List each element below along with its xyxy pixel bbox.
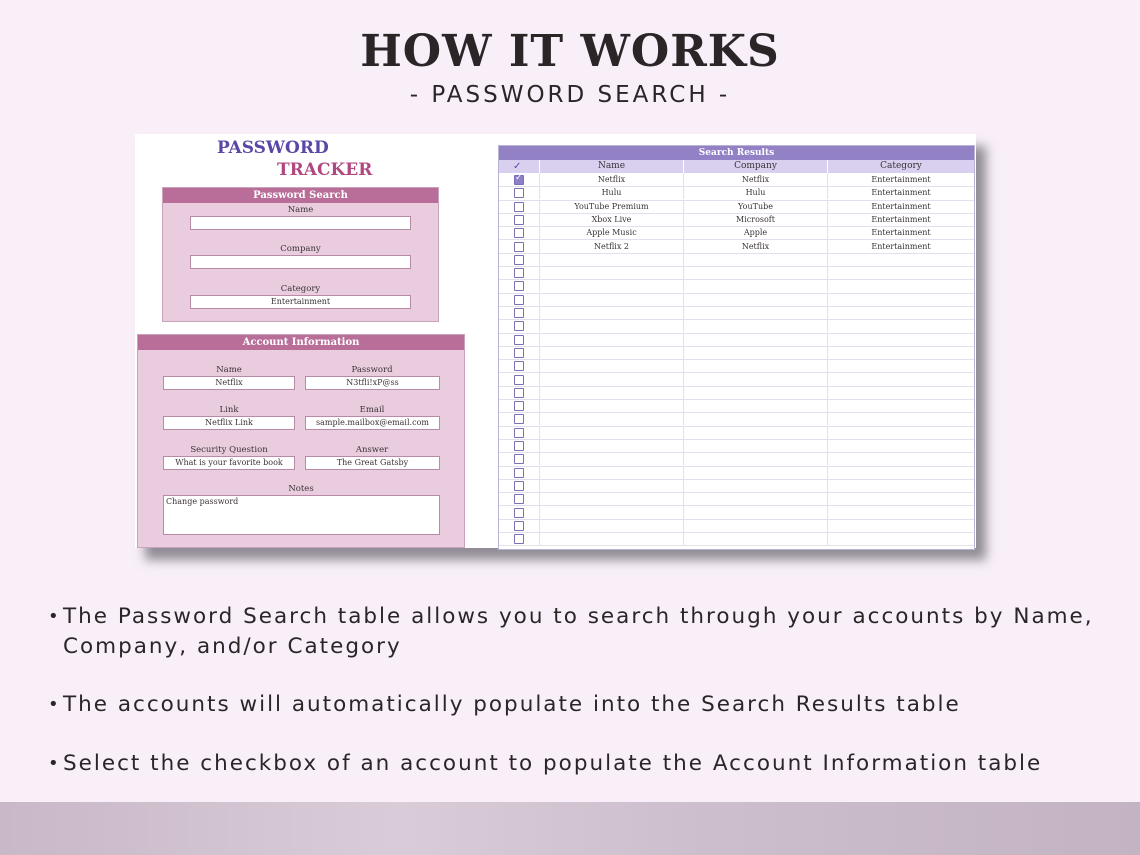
checkbox-cell	[499, 359, 540, 372]
checkbox-cell	[499, 173, 540, 186]
column-header-category: Category	[828, 160, 974, 173]
cell-name	[540, 359, 684, 372]
cell-company	[684, 506, 828, 519]
cell-name	[540, 266, 684, 279]
cell-category: Entertainment	[871, 228, 931, 238]
table-row	[499, 412, 974, 426]
table-row	[499, 213, 974, 227]
cell-category	[828, 492, 974, 505]
checkbox-cell	[499, 532, 540, 545]
table-row	[499, 479, 974, 493]
cell-company	[684, 439, 828, 452]
table-row	[499, 226, 974, 240]
table-row	[499, 293, 974, 307]
cell-name	[540, 506, 684, 519]
checkbox-cell	[499, 386, 540, 399]
cell-company	[684, 399, 828, 412]
cell-name	[540, 279, 684, 292]
cell-company	[684, 293, 828, 306]
checkbox-cell	[499, 279, 540, 292]
cell-company: Netflix	[684, 240, 828, 253]
cell-category: Entertainment	[871, 201, 931, 211]
checkbox-cell	[499, 519, 540, 532]
account-name-label: Name	[216, 365, 242, 375]
cell-category	[828, 373, 974, 386]
cell-category	[828, 319, 974, 332]
cell-category	[828, 439, 974, 452]
checkbox-cell	[499, 466, 540, 479]
cell-company	[684, 346, 828, 359]
instruction-text: The Password Search table allows you to search through your accounts by Name, Company, and/or Category	[63, 604, 1094, 659]
cell-company	[684, 319, 828, 332]
cell-name: Apple Music	[540, 226, 684, 239]
table-row	[499, 466, 974, 480]
cell-company	[684, 466, 828, 479]
table-row	[499, 306, 974, 320]
cell-name	[540, 439, 684, 452]
table-row	[499, 200, 974, 214]
cell-name	[540, 412, 684, 425]
account-notes-label: Notes	[288, 484, 314, 494]
footer-texture	[0, 802, 1140, 855]
cell-category	[828, 266, 974, 279]
cell-category	[828, 279, 974, 292]
table-row	[499, 266, 974, 280]
checkbox-cell	[499, 506, 540, 519]
bullet-marker: •	[48, 606, 61, 627]
column-header-company: Company	[684, 160, 828, 173]
cell-category	[828, 466, 974, 479]
search-name-label: Name	[287, 205, 314, 215]
cell-name: YouTube Premium	[540, 200, 684, 213]
table-row	[499, 186, 974, 200]
table-row	[499, 452, 974, 466]
account-password-label: Password	[351, 365, 393, 375]
table-row	[499, 492, 974, 506]
search-category-label: Category	[280, 284, 321, 294]
table-row	[499, 279, 974, 293]
search-name-input[interactable]	[190, 216, 411, 230]
cell-company: Netflix	[684, 173, 828, 186]
cell-category	[828, 426, 974, 439]
checkbox-cell	[499, 426, 540, 439]
cell-category	[828, 399, 974, 412]
cell-name	[540, 373, 684, 386]
cell-name	[540, 293, 684, 306]
cell-name: Netflix 2	[540, 240, 684, 253]
account-question-label: Security Question	[190, 445, 268, 455]
cell-name	[540, 426, 684, 439]
checkbox-cell	[499, 452, 540, 465]
account-email-label: Email	[359, 405, 385, 415]
cell-name	[540, 319, 684, 332]
checkbox-cell	[499, 213, 540, 226]
checkbox-cell	[499, 333, 540, 346]
cell-category	[828, 253, 974, 266]
cell-category	[828, 386, 974, 399]
cell-category	[828, 519, 974, 532]
cell-category: Entertainment	[871, 214, 931, 224]
table-row	[499, 399, 974, 413]
table-row	[499, 532, 974, 546]
cell-name	[540, 532, 684, 545]
checkbox-cell	[499, 306, 540, 319]
search-category-input[interactable]: Entertainment	[190, 295, 411, 309]
checkbox-cell	[499, 399, 540, 412]
page-subtitle: - PASSWORD SEARCH -	[409, 82, 731, 108]
account-answer-field[interactable]: The Great Gatsby	[305, 456, 440, 470]
cell-company	[684, 426, 828, 439]
cell-category	[828, 506, 974, 519]
cell-name: Hulu	[540, 186, 684, 199]
account-email-field[interactable]: sample.mailbox@email.com	[305, 416, 440, 430]
cell-name	[540, 479, 684, 492]
table-row	[499, 439, 974, 453]
instruction-text: Select the checkbox of an account to populate the Account Information table	[63, 751, 1043, 776]
table-row	[499, 519, 974, 533]
table-row	[499, 373, 974, 387]
cell-company: Apple	[684, 226, 828, 239]
cell-name: Netflix	[540, 173, 684, 186]
table-row	[499, 240, 974, 254]
cell-name	[540, 492, 684, 505]
cell-name	[540, 333, 684, 346]
table-row	[499, 319, 974, 333]
cell-company	[684, 279, 828, 292]
cell-company	[684, 373, 828, 386]
account-information-panel	[137, 334, 465, 548]
cell-name	[540, 253, 684, 266]
search-company-input[interactable]	[190, 255, 411, 269]
cell-category	[828, 452, 974, 465]
table-row	[499, 386, 974, 400]
checkbox-cell	[499, 492, 540, 505]
checkbox-cell	[499, 479, 540, 492]
account-link-label: Link	[219, 405, 239, 415]
checkbox-cell	[499, 293, 540, 306]
cell-company	[684, 306, 828, 319]
cell-name	[540, 399, 684, 412]
table-row	[499, 346, 974, 360]
logo-line-2: TRACKER	[277, 160, 373, 180]
cell-category: Entertainment	[871, 175, 931, 184]
cell-company	[684, 359, 828, 372]
search-results-title: Search Results	[499, 146, 974, 160]
page-title: HOW IT WORKS	[360, 26, 780, 77]
password-search-panel	[162, 187, 439, 322]
checkbox-cell	[499, 253, 540, 266]
cell-name	[540, 346, 684, 359]
checkbox-cell	[499, 200, 540, 213]
bullet-marker: •	[48, 753, 61, 774]
account-link-field[interactable]: Netflix Link	[163, 416, 295, 430]
check-column-icon: ✓	[513, 161, 522, 172]
account-answer-label: Answer	[355, 445, 389, 455]
account-password-field[interactable]: N3tfli!xP@ss	[305, 376, 440, 390]
column-header-name: Name	[540, 160, 684, 173]
table-row	[499, 333, 974, 347]
checkbox-cell	[499, 186, 540, 199]
search-company-label: Company	[280, 244, 321, 254]
cell-category	[828, 346, 974, 359]
account-name-field[interactable]: Netflix	[163, 376, 295, 390]
cell-category	[828, 532, 974, 545]
bullet-marker: •	[48, 694, 61, 715]
logo-line-1: PASSWORD	[217, 138, 329, 158]
table-row	[499, 173, 974, 187]
cell-company	[684, 266, 828, 279]
cell-company	[684, 386, 828, 399]
instruction-text: The accounts will automatically populate into the Search Results table	[63, 692, 961, 717]
checkbox-cell	[499, 346, 540, 359]
checkbox-cell	[499, 240, 540, 253]
cell-company	[684, 479, 828, 492]
cell-category	[828, 359, 974, 372]
cell-category	[828, 479, 974, 492]
cell-company	[684, 452, 828, 465]
account-information-title: Account Information	[138, 335, 464, 350]
cell-category	[828, 306, 974, 319]
cell-category	[828, 333, 974, 346]
cell-category: Entertainment	[871, 188, 931, 198]
cell-category: Entertainment	[871, 241, 931, 251]
cell-name	[540, 519, 684, 532]
checkbox-cell	[499, 439, 540, 452]
cell-company: Hulu	[684, 186, 828, 199]
checkbox-cell	[499, 412, 540, 425]
cell-company	[684, 333, 828, 346]
cell-company: YouTube	[684, 200, 828, 213]
cell-name	[540, 466, 684, 479]
table-row	[499, 359, 974, 373]
checkbox-cell	[499, 373, 540, 386]
search-results-table	[498, 145, 975, 550]
checkbox-cell	[499, 226, 540, 239]
table-row	[499, 253, 974, 267]
password-search-title: Password Search	[163, 188, 438, 203]
cell-company	[684, 519, 828, 532]
account-notes-field[interactable]: Change password	[163, 495, 440, 535]
table-row	[499, 426, 974, 440]
checkbox-cell	[499, 266, 540, 279]
cell-name	[540, 306, 684, 319]
cell-company	[684, 253, 828, 266]
cell-company	[684, 532, 828, 545]
account-question-field[interactable]: What is your favorite book	[163, 456, 295, 470]
cell-category	[828, 412, 974, 425]
cell-name: Xbox Live	[540, 213, 684, 226]
table-row	[499, 506, 974, 520]
cell-category	[828, 293, 974, 306]
cell-company	[684, 492, 828, 505]
cell-company	[684, 412, 828, 425]
checkbox-cell	[499, 319, 540, 332]
cell-name	[540, 386, 684, 399]
cell-name	[540, 452, 684, 465]
cell-company: Microsoft	[684, 213, 828, 226]
spreadsheet-preview	[135, 134, 976, 548]
